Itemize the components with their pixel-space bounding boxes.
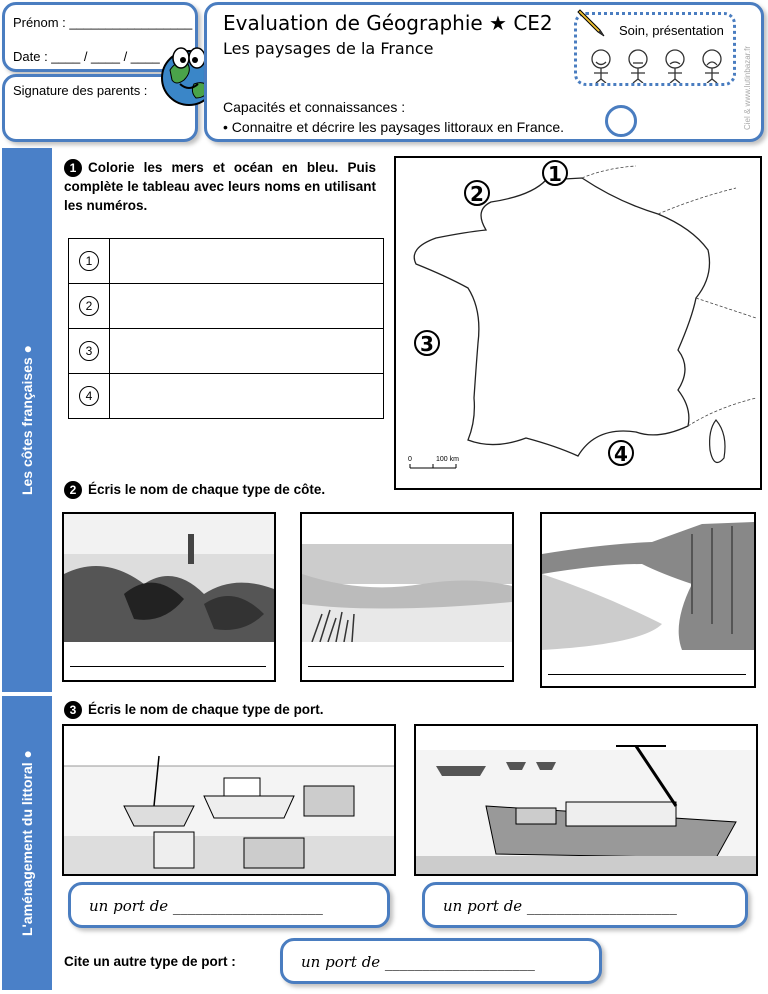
coast-photo-cliff	[540, 512, 756, 688]
row-number: 1	[79, 251, 99, 271]
exercise3-instruction: 3 Écris le nom de chaque type de port.	[64, 700, 324, 719]
watermark: Ciel & www.lutinbazar.fr	[743, 45, 752, 130]
table-row	[69, 284, 384, 329]
seas-table	[68, 238, 384, 419]
score-circle[interactable]	[605, 105, 637, 137]
exercise1-number: 1	[64, 159, 82, 177]
exercise2-instruction: 2 Écris le nom de chaque type de côte.	[64, 480, 325, 499]
port-photo-commerce	[414, 724, 758, 876]
date-field[interactable]: Date : ____ / ____ / ____	[13, 49, 160, 64]
prenom-field[interactable]: Prénom : _________________	[13, 15, 193, 30]
port-answer-1: un port de ____________________	[89, 897, 323, 915]
answer-line-coast-3[interactable]	[548, 674, 746, 675]
map-label-3: 3	[414, 330, 440, 356]
exercise1-instruction: 1 Colorie les mers et océan en bleu. Puis complète le tableau avec leurs noms en utilisant les numéros.	[64, 160, 376, 213]
scale-label: 100 km	[436, 456, 459, 463]
scale-zero: 0	[408, 456, 412, 463]
answer-cell-2[interactable]	[110, 284, 384, 329]
port-answer-box-3[interactable]	[280, 938, 602, 984]
map-label-4: 4	[608, 440, 634, 466]
map-label-1: 1	[542, 160, 568, 186]
pencil-icon	[574, 4, 608, 38]
section-band-cotes	[2, 148, 52, 692]
section-band-amenagement	[2, 696, 52, 990]
answer-cell-3[interactable]	[110, 329, 384, 374]
exercise2-number: 2	[64, 481, 82, 499]
signature-label: Signature des parents :	[13, 83, 148, 98]
capacites-item: • Connaitre et décrire les paysages littoraux en France.	[223, 119, 565, 135]
page-subtitle: Les paysages de la France	[223, 39, 434, 58]
coast-photo-sandy	[300, 512, 514, 682]
page-title: Evaluation de Géographie ★ CE2	[223, 11, 553, 35]
port-answer-box-1[interactable]	[68, 882, 390, 928]
answer-cell-4[interactable]	[110, 374, 384, 419]
soin-label: Soin, présentation	[619, 23, 724, 38]
capacites-label: Capacités et connaissances :	[223, 99, 406, 115]
section-title-cotes: Les côtes françaises ●	[19, 344, 35, 496]
other-port-label: Cite un autre type de port :	[64, 954, 236, 969]
table-row	[69, 374, 384, 419]
port-answer-box-2[interactable]	[422, 882, 748, 928]
port-photo-fishing	[62, 724, 396, 876]
map-label-2: 2	[464, 180, 490, 206]
france-map[interactable]	[394, 156, 762, 490]
answer-line-coast-2[interactable]	[308, 666, 504, 667]
exercise3-number: 3	[64, 701, 82, 719]
coast-photo-rocky	[62, 512, 276, 682]
answer-cell-1[interactable]	[110, 239, 384, 284]
table-row	[69, 329, 384, 374]
row-number: 3	[79, 341, 99, 361]
smiley-faces[interactable]	[583, 47, 731, 83]
port-answer-2: un port de ____________________	[443, 897, 677, 915]
row-number: 2	[79, 296, 99, 316]
row-number: 4	[79, 386, 99, 406]
section-title-amenagement: L'aménagement du littoral ●	[19, 749, 35, 937]
table-row	[69, 239, 384, 284]
answer-line-coast-1[interactable]	[70, 666, 266, 667]
port-answer-3: un port de ____________________	[301, 953, 535, 971]
